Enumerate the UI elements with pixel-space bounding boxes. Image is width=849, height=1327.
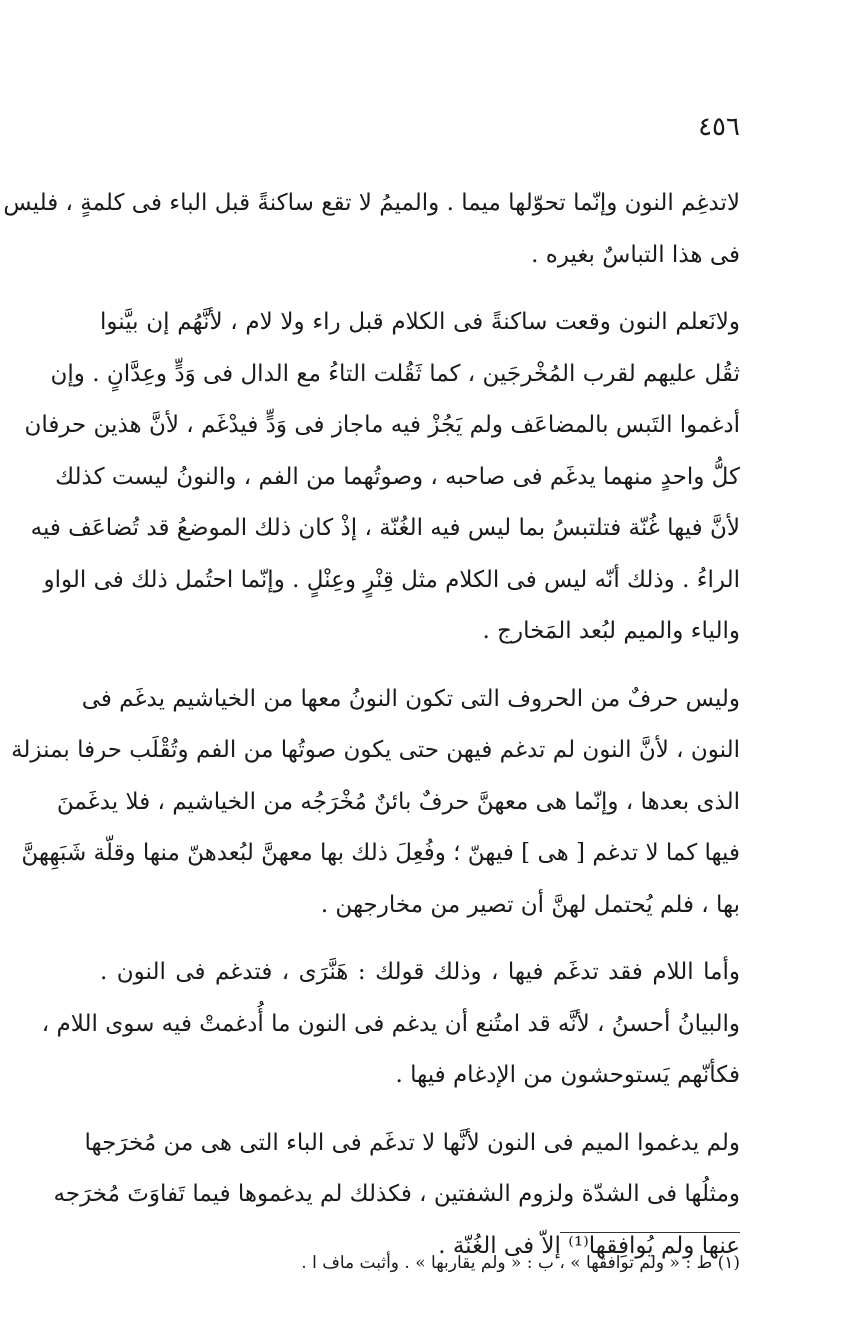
paragraph <box>41 947 740 1102</box>
text-line: ثقُل عليهم لقرب المُخْرجَين ، كما ثَقُلت التاءُ مع الدال فى وَدٍّ وعِدَّانٍ . وإن <box>50 360 740 387</box>
text-line: والبيانُ أحسنُ ، لأنَّه قد امتُنع أن يدغم فى النون ما أُدغمتْ فيه سوى اللام ، <box>41 1010 740 1037</box>
text-line: ومثلُها فى الشدّة ولزوم الشفتين ، فكذلك لم يدغموها فيما تَفاوَتَ مُخرَجه <box>53 1181 740 1207</box>
text-line: لاتدغِم النون وإنّما تحوّلها ميما . والميمُ لا تقع ساكنةً قبل الباء فى كلمةٍ ، فليس <box>3 190 740 216</box>
main-text <box>3 178 740 1272</box>
text-line: ولم يدغموا الميم فى النون لأنَّها لا تدغَم فى الباء التى هى من مُخرَجها <box>84 1129 740 1156</box>
text-line: لأنَّ فيها غُنّة فتلتبسُ بما ليس فيه الغُنّة ، إذْ كان ذلك الموضعُ قد تُضاعَف فيه <box>30 515 740 541</box>
text-line: كلُّ واحدٍ منهما يدغَم فى صاحبه ، وصوتُهما من الفم ، والنونُ ليست كذلك <box>55 463 740 490</box>
paragraph <box>11 674 740 932</box>
footnote-divider <box>560 1232 740 1233</box>
text-line: بها ، فلم يُحتمل لهنَّ أن تصير من مخارجهن . <box>320 891 740 918</box>
text-line: الذى بعدها ، وإنّما هى معهنَّ حرفٌ بائنٌ مُخْرَجُه من الخياشيم ، فلا يدغَمنَ <box>56 788 740 815</box>
text-line: والياء والميم لبُعد المَخارج . <box>482 618 740 644</box>
text-line: فيها كما لا تدغم [ هى ] فيهنّ ؛ وفُعِلَ ذلك بها معهنَّ لبُعدهنّ منها وقلّة شَبَهِهنَّ <box>21 840 740 866</box>
text-line: أدغموا التَبس بالمضاعَف ولم يَجُزْ فيه ماجاز فى وَدٍّ فيدْغَم ، لأنَّ هذين حرفان <box>24 412 740 438</box>
paragraph <box>24 297 740 658</box>
footnote: (١) ط : « ولم توافقها » ، ب : « ولم يقاربها » . وأثبت ماف ا . <box>301 1253 740 1273</box>
text-line: عنها ولم يُوافِقها⁽¹⁾ إلاّ فى الغُنّة . <box>438 1232 740 1259</box>
text-line: الراءُ . وذلك أنّه ليس فى الكلام مثل قِنْرٍ وعِنْلٍ . وإنّما احتُمل ذلك فى الواو <box>43 566 740 593</box>
text-line: وليس حرفٌ من الحروف التى تكون النونُ معها من الخياشيم يدغَم فى <box>81 685 740 712</box>
text-line: وأما اللام فقد تدغَم فيها ، وذلك قولك : هَنَّرَى ، فتدغم فى النون . <box>100 959 740 985</box>
text-line: ولانَعلم النون وقعت ساكنةً فى الكلام قبل راء ولا لام ، لأنَّهُم إن بيَّنوا <box>100 309 740 335</box>
paragraph <box>53 1118 740 1273</box>
text-line: فى هذا التباسٌ بغيره . <box>531 241 740 268</box>
paragraph <box>3 178 740 281</box>
page-number: ٤٥٦ <box>698 112 740 142</box>
text-line: فكأنّهم يَستوحشون من الإدغام فيها . <box>395 1062 740 1088</box>
text-line: النون ، لأنَّ النون لم تدغم فيهن حتى يكون صوتُها من الفم وتُقْلَب حرفا بمنزلة <box>11 737 740 763</box>
